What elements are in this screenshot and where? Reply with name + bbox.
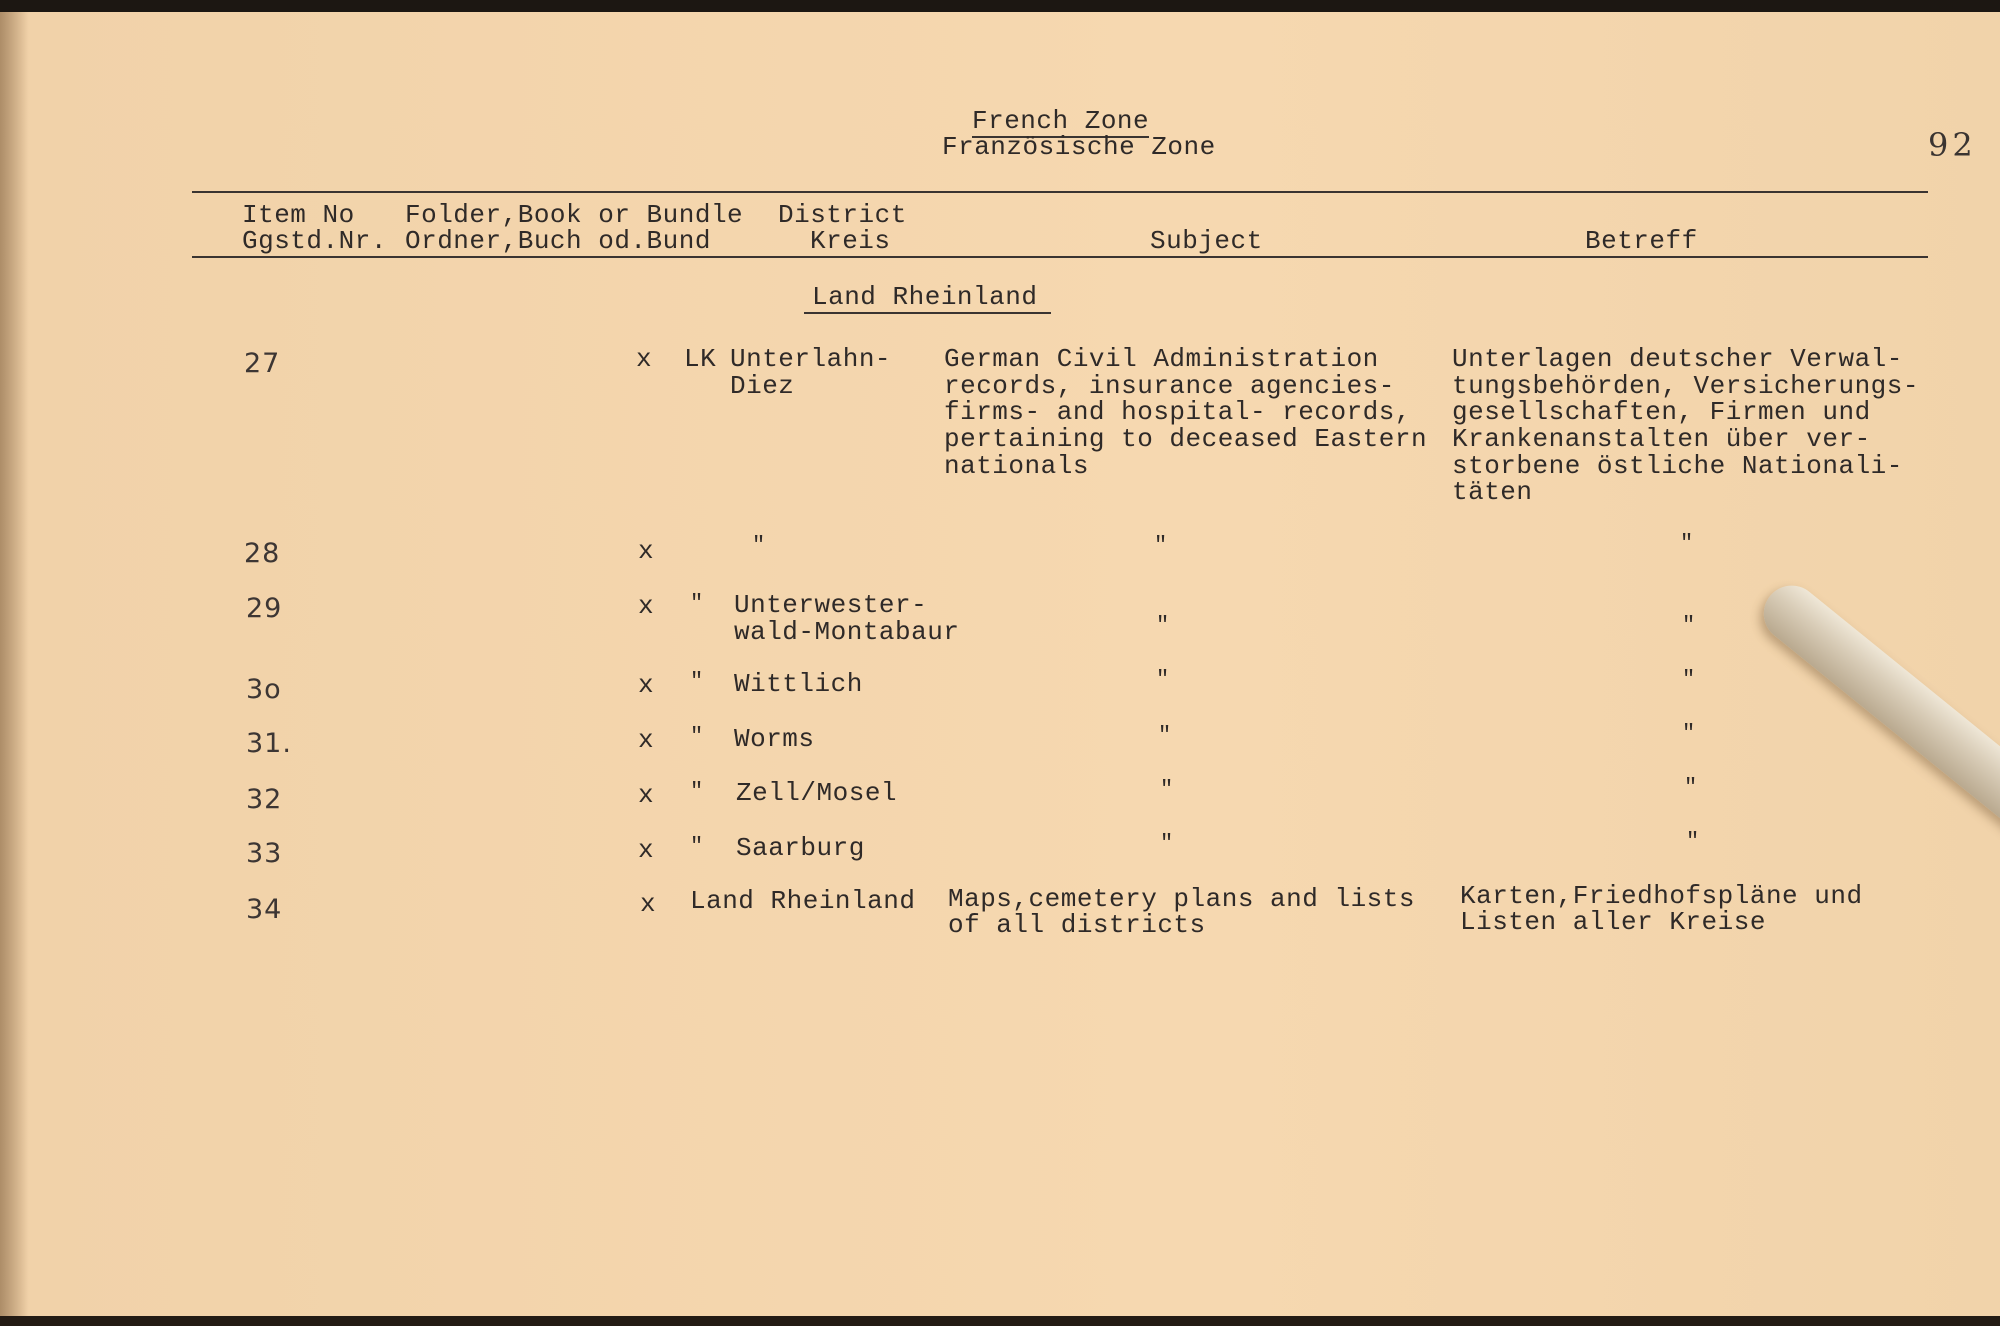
item-number: 32 — [246, 784, 283, 815]
betreff-ditto: " — [1684, 775, 1698, 800]
col-district-en: District — [778, 200, 907, 230]
subject-ditto: " — [1160, 777, 1174, 802]
col-district-de: Kreis — [810, 226, 891, 256]
district: Unterlahn- — [730, 344, 892, 374]
header-bottom-rule — [192, 256, 1928, 258]
subject-line: records, insurance agencies- — [944, 371, 1395, 401]
subject-line: pertaining to deceased Eastern — [944, 424, 1428, 454]
betreff-line: Unterlagen deutscher Verwal- — [1452, 344, 1903, 374]
betreff-line: storbene östliche Nationali- — [1452, 451, 1903, 481]
mark: x — [638, 725, 655, 755]
betreff-line: Listen aller Kreise — [1460, 907, 1766, 937]
subject-line: German Civil Administration — [944, 344, 1379, 374]
district: wald-Montabaur — [734, 617, 960, 647]
district: Worms — [734, 724, 815, 754]
item-number: 31. — [246, 728, 292, 759]
zone-title-en: French Zone — [972, 106, 1150, 136]
district: Zell/Mosel — [736, 778, 898, 808]
subject-line: nationals — [944, 451, 1089, 481]
betreff-ditto: " — [1680, 531, 1694, 556]
subject-ditto: " — [1158, 723, 1172, 748]
item-number: 27 — [244, 348, 281, 379]
district: Diez — [730, 371, 795, 401]
district-ditto: " — [752, 533, 766, 558]
col-subject: Subject — [1150, 226, 1263, 256]
scan-edge — [0, 1316, 2000, 1326]
col-betreff: Betreff — [1585, 226, 1698, 256]
betreff-ditto: " — [1682, 721, 1696, 746]
betreff-ditto: " — [1686, 829, 1700, 854]
subject-line: of all districts — [948, 910, 1206, 940]
mark: x — [638, 591, 655, 621]
item-number: 3o — [246, 674, 282, 705]
col-folder-en: Folder,Book or Bundle — [405, 200, 744, 230]
district: Wittlich — [734, 669, 863, 699]
mark: x — [636, 344, 653, 374]
betreff-ditto: " — [1682, 613, 1696, 638]
betreff-ditto: " — [1682, 667, 1696, 692]
col-item-no-en: Item No — [242, 200, 355, 230]
page-number: 92 — [1928, 126, 1977, 164]
zone-title-de: Französische Zone — [942, 132, 1216, 162]
mark: x — [638, 835, 655, 865]
district-ditto: " — [690, 834, 704, 859]
district-ditto: " — [690, 591, 704, 616]
subject-line: firms- and hospital- records, — [944, 397, 1411, 427]
col-folder-de: Ordner,Buch od.Bund — [405, 226, 711, 256]
district-ditto: " — [690, 669, 704, 694]
district-prefix: LK — [684, 344, 717, 374]
betreff-line: Krankenanstalten über ver- — [1452, 424, 1871, 454]
subject-ditto: " — [1156, 613, 1170, 638]
subject-ditto: " — [1154, 533, 1168, 558]
district: Unterwester- — [734, 590, 928, 620]
header-top-rule — [192, 191, 1928, 193]
section-title: Land Rheinland — [804, 284, 1051, 314]
district: Land Rheinland — [690, 886, 916, 916]
district: Saarburg — [736, 833, 865, 863]
document-page — [0, 12, 2000, 1316]
district-ditto: " — [690, 724, 704, 749]
subject-ditto: " — [1160, 831, 1174, 856]
item-number: 28 — [244, 538, 281, 569]
mark: x — [638, 536, 655, 566]
col-item-no-de: Ggstd.Nr. — [242, 226, 387, 256]
item-number: 34 — [246, 894, 283, 925]
subject-ditto: " — [1156, 667, 1170, 692]
betreff-line: tungsbehörden, Versicherungs- — [1452, 371, 1919, 401]
betreff-line: gesellschaften, Firmen und — [1452, 397, 1871, 427]
item-number: 33 — [246, 838, 283, 869]
item-number: 29 — [246, 593, 283, 624]
betreff-line: Karten,Friedhofspläne und — [1460, 881, 1863, 911]
stylus-pen — [1752, 574, 2000, 844]
betreff-line: täten — [1452, 477, 1533, 507]
subject-line: Maps,cemetery plans and lists — [948, 884, 1415, 914]
district-ditto: " — [690, 779, 704, 804]
mark: x — [638, 780, 655, 810]
mark: x — [638, 670, 655, 700]
mark: x — [640, 889, 657, 919]
